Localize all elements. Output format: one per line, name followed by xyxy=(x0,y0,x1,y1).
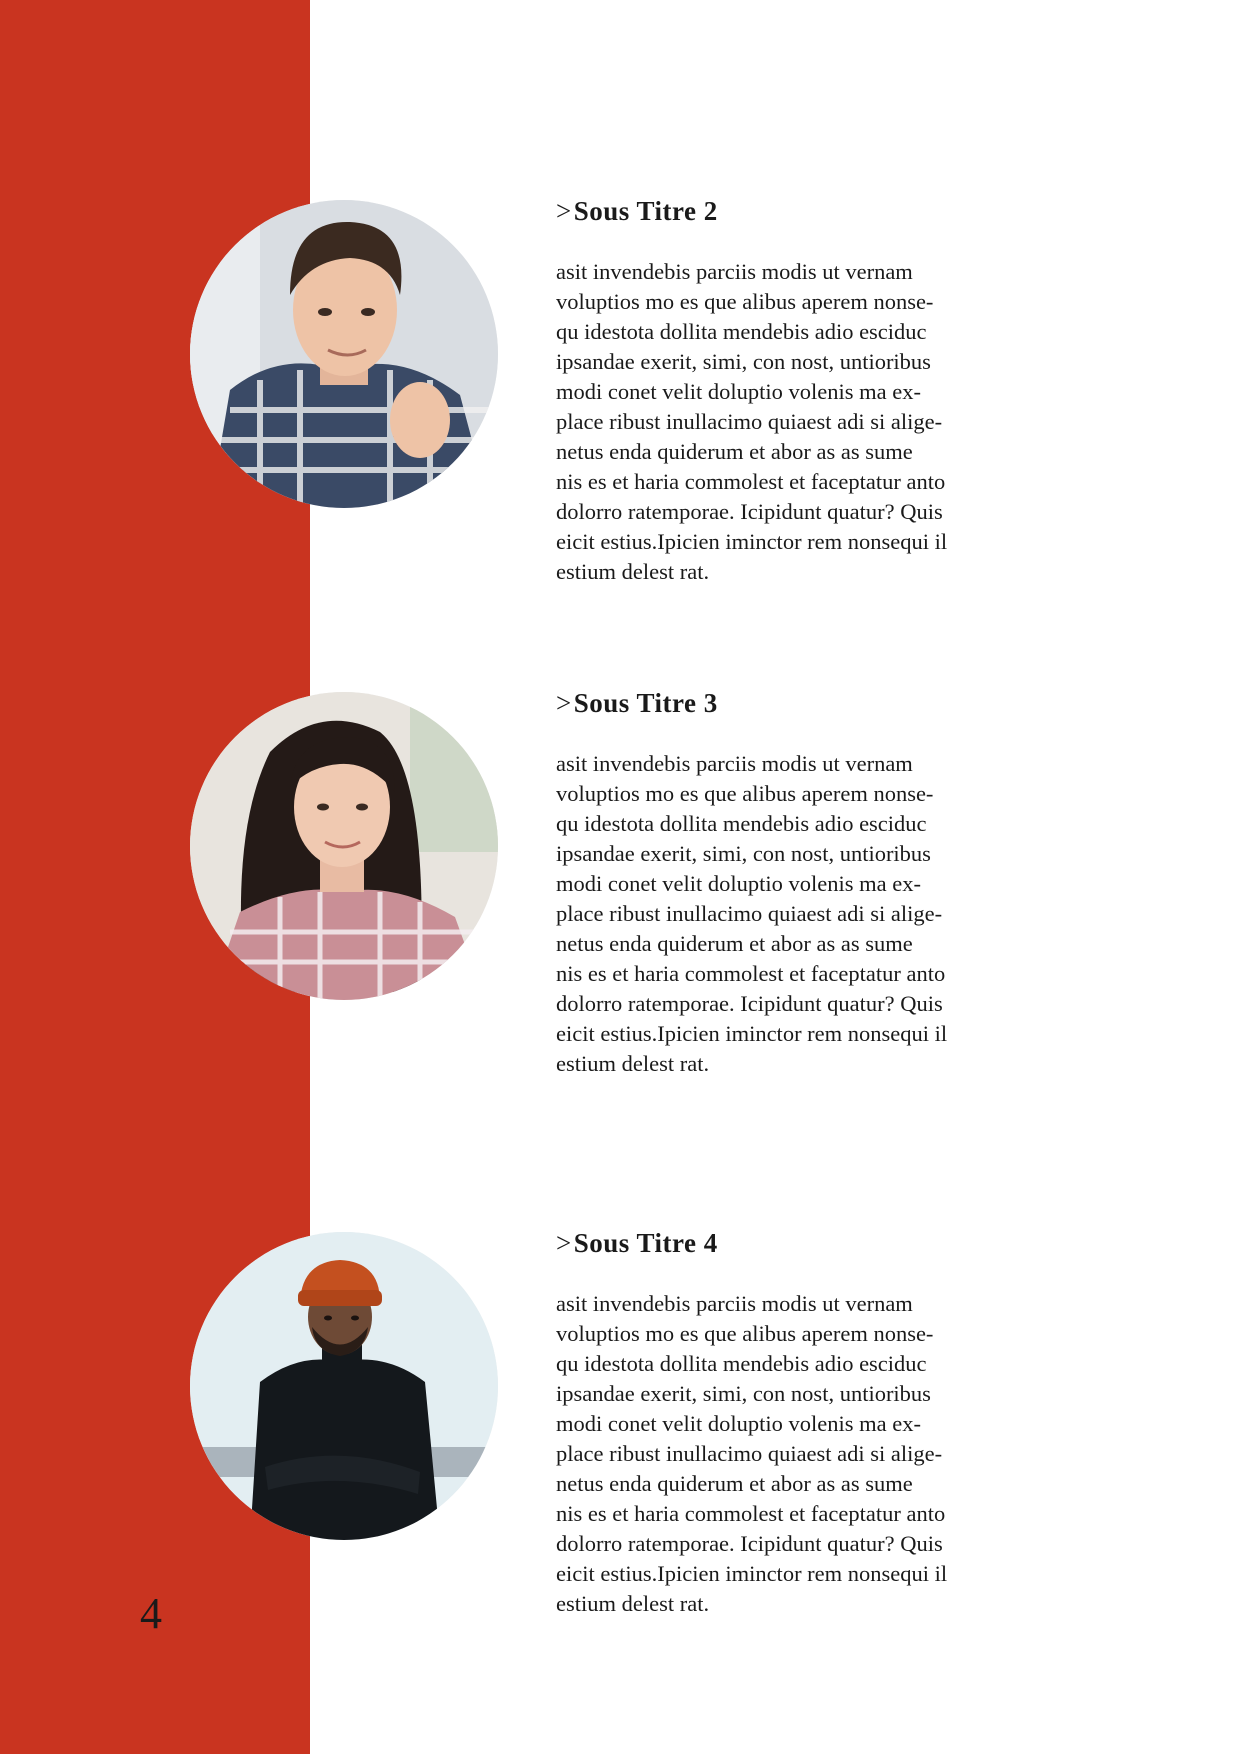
body-line: qu idestota dollita mendebis adio esciduc xyxy=(556,811,927,836)
body-line: nis es et haria commolest et faceptatur anto xyxy=(556,469,946,494)
body-line: ipsandae exerit, simi, con nost, untioribus xyxy=(556,349,931,374)
body-line: ipsandae exerit, simi, con nost, untioribus xyxy=(556,841,931,866)
body-line: nis es et haria commolest et faceptatur anto xyxy=(556,1501,946,1526)
body-line: dolorro ratemporae. Icipidunt quatur? Quis xyxy=(556,499,943,524)
chevron-right-icon: > xyxy=(556,1228,572,1258)
body-line: ipsandae exerit, simi, con nost, untioribus xyxy=(556,1381,931,1406)
body-line: asit invendebis parciis modis ut vernam xyxy=(556,259,913,284)
profile-photo-1 xyxy=(190,200,498,508)
section-body xyxy=(556,257,1016,587)
body-line: nis es et haria commolest et faceptatur anto xyxy=(556,961,946,986)
body-line: place ribust inullacimo quiaest adi si alige- xyxy=(556,901,943,926)
body-line: dolorro ratemporae. Icipidunt quatur? Quis xyxy=(556,991,943,1016)
body-line: voluptios mo es que alibus aperem nonse- xyxy=(556,1321,934,1346)
body-line: estium delest rat. xyxy=(556,1051,710,1076)
body-line: voluptios mo es que alibus aperem nonse- xyxy=(556,289,934,314)
body-line: eicit estius.Ipicien iminctor rem nonsequi il xyxy=(556,529,948,554)
page-number: 4 xyxy=(140,1589,162,1638)
section-body xyxy=(556,749,1016,1079)
body-line: eicit estius.Ipicien iminctor rem nonsequi il xyxy=(556,1021,948,1046)
body-line: qu idestota dollita mendebis adio esciduc xyxy=(556,319,927,344)
body-line: modi conet velit doluptio volenis ma ex- xyxy=(556,871,921,896)
body-line: qu idestota dollita mendebis adio esciduc xyxy=(556,1351,927,1376)
body-line: eicit estius.Ipicien iminctor rem nonsequi il xyxy=(556,1561,948,1586)
chevron-right-icon: > xyxy=(556,196,572,226)
profile-photo-3 xyxy=(190,1232,498,1540)
section-subtitle: >Sous Titre 2 xyxy=(556,196,718,226)
chevron-right-icon: > xyxy=(556,688,572,718)
profile-photo-2 xyxy=(190,692,498,1000)
profile-text-2 xyxy=(556,690,1016,1079)
profile-text-3 xyxy=(556,1230,1016,1619)
body-line: asit invendebis parciis modis ut vernam xyxy=(556,751,913,776)
body-line: netus enda quiderum et abor as as sume xyxy=(556,931,913,956)
body-line: netus enda quiderum et abor as as sume xyxy=(556,439,913,464)
body-line: voluptios mo es que alibus aperem nonse- xyxy=(556,781,934,806)
man-portrait-icon xyxy=(190,200,498,508)
profile-text-1 xyxy=(556,198,1016,587)
body-line: netus enda quiderum et abor as as sume xyxy=(556,1471,913,1496)
body-line: modi conet velit doluptio volenis ma ex- xyxy=(556,1411,921,1436)
body-line: estium delest rat. xyxy=(556,559,710,584)
body-line: place ribust inullacimo quiaest adi si alige- xyxy=(556,409,943,434)
section-body xyxy=(556,1289,1016,1619)
woman-portrait-icon xyxy=(190,692,498,1000)
body-line: place ribust inullacimo quiaest adi si alige- xyxy=(556,1441,943,1466)
section-subtitle: >Sous Titre 3 xyxy=(556,688,718,718)
body-line: modi conet velit doluptio volenis ma ex- xyxy=(556,379,921,404)
section-subtitle: >Sous Titre 4 xyxy=(556,1228,718,1258)
body-line: dolorro ratemporae. Icipidunt quatur? Quis xyxy=(556,1531,943,1556)
body-line: asit invendebis parciis modis ut vernam xyxy=(556,1291,913,1316)
body-line: estium delest rat. xyxy=(556,1591,710,1616)
man-beanie-portrait-icon xyxy=(190,1232,498,1540)
